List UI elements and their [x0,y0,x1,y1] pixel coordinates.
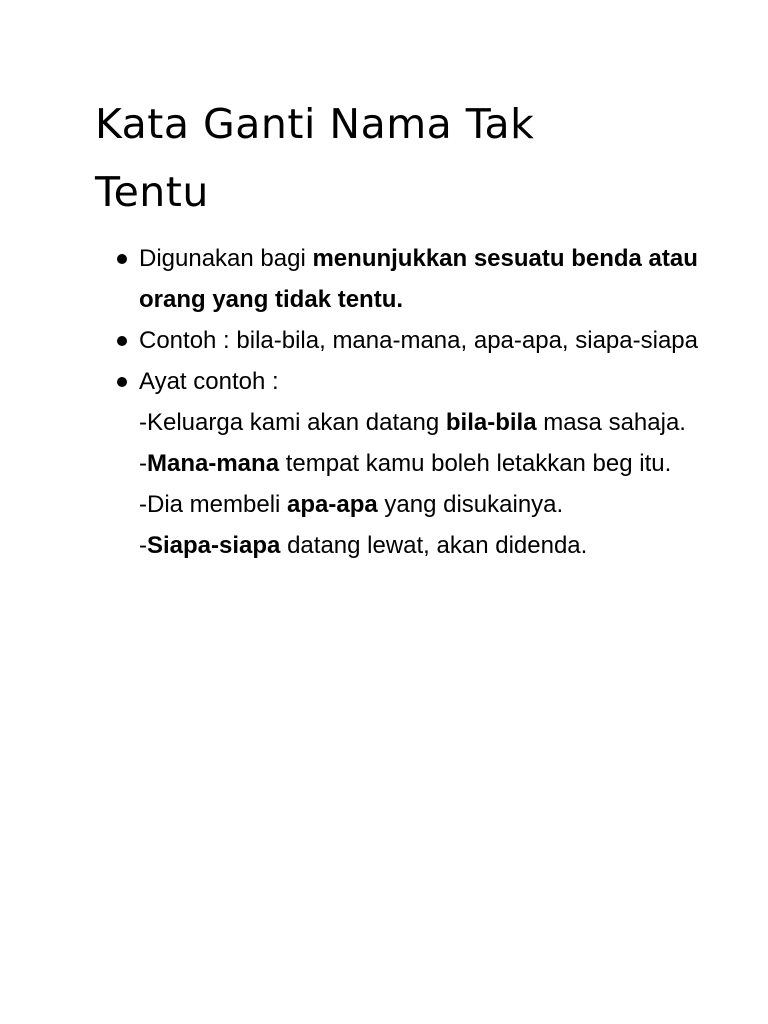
example-text: tempat kamu boleh letakkan beg itu. [279,450,672,477]
bullet-icon [117,336,127,346]
definition-text: Digunakan bagi [139,245,313,272]
list-item [0,361,699,566]
example-text: datang lewat, akan didenda. [280,532,588,559]
list-item [0,320,699,361]
sentence-examples-heading: Ayat contoh : [139,368,279,395]
bullet-icon [117,377,127,387]
example-text: - [139,532,147,559]
example-text: yang disukainya. [377,491,564,518]
example-text: - [139,450,147,477]
example-sentence [139,484,699,525]
definition-bold-text: menunjukkan sesuatu benda atau orang yang tidak tentu. [139,245,698,313]
example-sentence [139,525,699,566]
example-keyword: apa-apa [287,491,378,518]
example-keyword: Mana-mana [147,450,280,477]
example-sentence [139,443,699,484]
example-keyword: Siapa-siapa [147,532,281,559]
bullet-list [0,238,768,566]
example-sentence [139,402,699,443]
bullet-icon [117,254,127,264]
page-title: Kata Ganti Nama Tak Tentu [95,100,535,216]
examples-text: Contoh : bila-bila, mana-mana, apa-apa, siapa-siapa [139,327,698,354]
example-text: masa sahaja. [536,409,686,436]
example-text: -Dia membeli [139,491,288,518]
example-keyword: bila-bila [445,409,537,436]
list-item [0,238,699,320]
example-text: -Keluarga kami akan datang [139,409,446,436]
